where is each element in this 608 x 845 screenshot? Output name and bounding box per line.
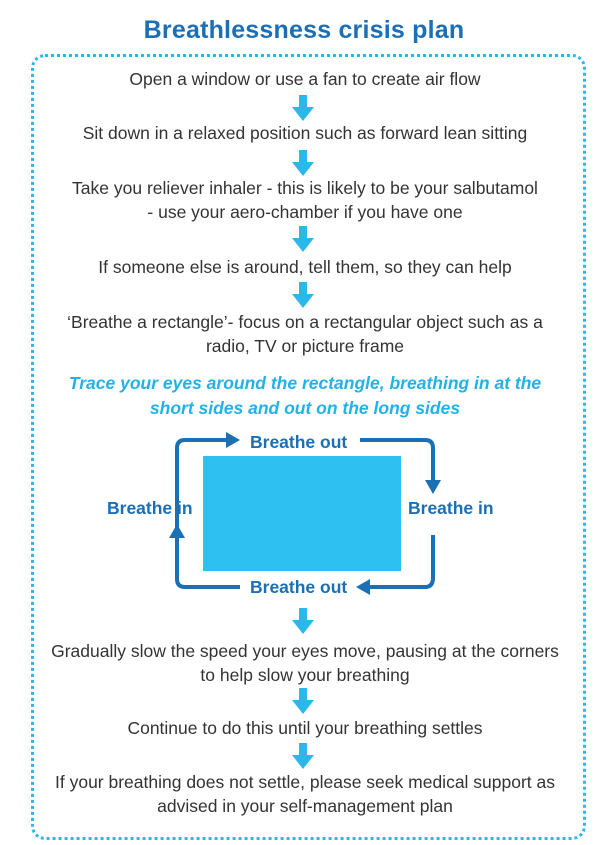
down-arrow-icon (292, 95, 314, 121)
step-2: Sit down in a relaxed position such as forward lean sitting (82, 123, 528, 143)
step-1: Open a window or use a fan to create air flow (129, 69, 481, 89)
step-4: If someone else is around, tell them, so they can help (98, 257, 512, 277)
down-arrow-icon (292, 688, 314, 714)
down-arrow-icon (292, 226, 314, 252)
step-8: If your breathing does not settle, please seek medical support as advised in your self-management plan (55, 772, 556, 816)
step-5: ‘Breathe a rectangle’- focus on a rectangular object such as a radio, TV or picture frame (67, 312, 543, 356)
page-title: Breathlessness crisis plan (143, 16, 465, 44)
label-breathe-out-bottom: Breathe out (250, 577, 348, 597)
down-arrow-icon (292, 743, 314, 769)
down-arrow-icon (292, 608, 314, 634)
down-arrow-icon (292, 150, 314, 176)
down-arrow-icon (292, 282, 314, 308)
label-breathe-in-right: Breathe in (408, 498, 494, 518)
step-7: Continue to do this until your breathing settles (127, 718, 483, 738)
step-6: Gradually slow the speed your eyes move, pausing at the corners to help slow your breathing (51, 641, 559, 685)
label-breathe-in-left: Breathe in (107, 498, 193, 518)
label-breathe-out-top: Breathe out (250, 432, 348, 452)
step-3: Take you reliever inhaler - this is likely to be your salbutamol - use your aero-chamber if you have one (72, 178, 538, 222)
instruction-italic: Trace your eyes around the rectangle, breathing in at the short sides and out on the long sides (68, 373, 542, 418)
